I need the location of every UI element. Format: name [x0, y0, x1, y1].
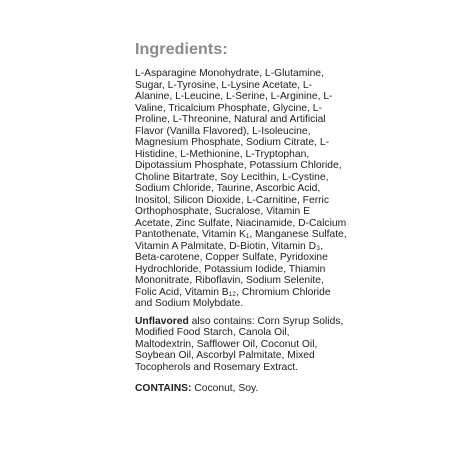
contains-text: Coconut, Soy.: [191, 383, 259, 394]
unflavored-note: [135, 316, 347, 374]
unflavored-text: also contains: Corn Syrup Solids, Modified Food Starch, Canola Oil, Maltodextrin, Safflower Oil, Coconut Oil, Soybean Oil, Ascorbyl Palmitate, Mixed Tocopherols and Rosemary Extract.: [135, 315, 344, 373]
unflavored-label: Unflavored: [135, 315, 189, 327]
ingredients-body: [135, 68, 347, 395]
ingredients-list: L-Asparagine Monohydrate, L-Glutamine, Sugar, L-Tyrosine, L-Lysine Acetate, L-Alanine, L-Leucine, L-Serine, L-Arginine, L-Valine, Tricalcium Phosphate, Glycine, L-Proline, L-Threonine, Natural and Artificial Flavor (Vanilla Flavored), L-Isoleucine, Magnesium Phosphate, Sodium Citrate, L-Histidine, L-Methionine, L-Tryptophan, Dipotassium Phosphate, Potassium Chloride, Choline Bitartrate, Soy Lecithin, L-Cystine, Sodium Chloride, Taurine, Ascorbic Acid, Inositol, Silicon Dioxide, L-Carnitine, Ferric Orthophosphate, Sucralose, Vitamin E Acetate, Zinc Sulfate, Niacinamide, D-Calcium Pantothenate, Vitamin K₁, Manganese Sulfate, Vitamin A Palmitate, D-Biotin, Vitamin D₃, Beta-carotene, Copper Sulfate, Pyridoxine Hydrochloride, Potassium Iodide, Thiamin Mononitrate, Riboflavin, Sodium Selenite, Folic Acid, Vitamin B₁₂, Chromium Chloride and Sodium Molybdate.: [135, 68, 347, 309]
ingredients-panel: [135, 40, 347, 401]
contains-label: CONTAINS:: [135, 383, 192, 394]
allergen-statement: [135, 383, 347, 395]
ingredients-heading: Ingredients:: [135, 41, 228, 58]
